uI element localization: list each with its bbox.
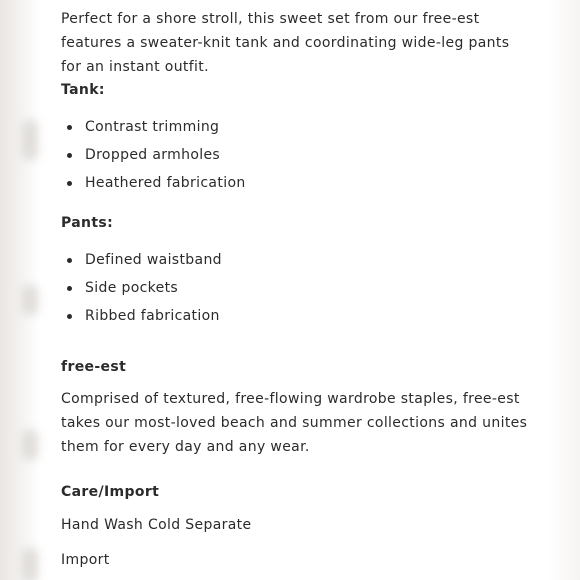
bullet-icon: [67, 286, 72, 291]
list-item: Dropped armholes: [61, 141, 531, 169]
bullet-icon: [67, 258, 72, 263]
tank-feature-list: [61, 113, 531, 197]
list-item: Contrast trimming: [61, 113, 531, 141]
bullet-icon: [67, 153, 72, 158]
list-item: Ribbed fabrication: [61, 302, 531, 330]
bullet-icon: [67, 181, 72, 186]
list-item: Side pockets: [61, 274, 531, 302]
description-content: [61, 7, 531, 572]
brand-paragraph: Comprised of textured, free-flowing wardrobe staples, free-est takes our most-loved beach and summer collections and unites them for every day and any wear.: [61, 391, 528, 455]
care-origin-text: Import: [61, 552, 110, 568]
brand-heading: free-est: [61, 359, 127, 375]
bullet-icon: [67, 125, 72, 130]
care-heading: Care/Import: [61, 484, 160, 500]
care-wash-text: Hand Wash Cold Separate: [61, 517, 252, 533]
left-edge-shadow: [0, 0, 40, 580]
right-edge-shade: [548, 0, 580, 580]
intro-paragraph: Perfect for a shore stroll, this sweet set from our free-est features a sweater-knit tank and coordinating wide-leg pants for an instant outfit.: [61, 11, 510, 75]
pants-feature-list: [61, 246, 531, 330]
pants-heading: Pants:: [61, 215, 114, 231]
tank-heading: Tank:: [61, 82, 105, 98]
list-item: Heathered fabrication: [61, 169, 531, 197]
list-item: Defined waistband: [61, 246, 531, 274]
bullet-icon: [67, 314, 72, 319]
